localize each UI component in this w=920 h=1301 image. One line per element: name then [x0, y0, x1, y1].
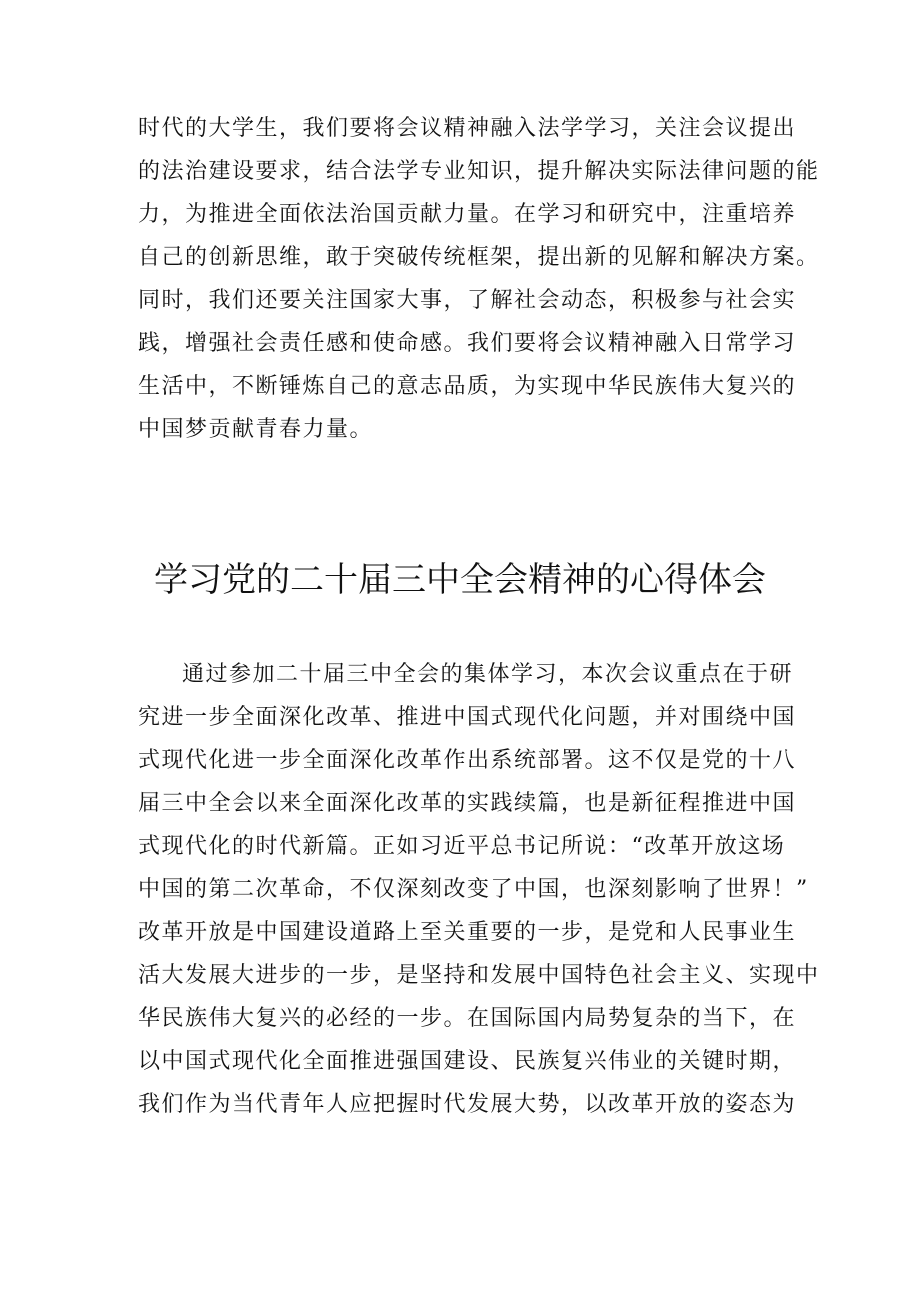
paragraph-line: 同时，我们还要关注国家大事，了解社会动态，积极参与社会实 [138, 288, 797, 313]
paragraph-line: 式现代化的时代新篇。正如习近平总书记所说：“改革开放这场 [138, 834, 786, 859]
paragraph-line: 生活中，不断锤炼自己的意志品质，为实现中华民族伟大复兴的 [138, 374, 797, 399]
section-title: 学习党的二十届三中全会精神的心得体会 [154, 560, 766, 600]
paragraph-line: 时代的大学生，我们要将会议精神融入法学学习，关注会议提出 [138, 116, 797, 141]
paragraph-line: 我们作为当代青年人应把握时代发展大势，以改革开放的姿态为 [138, 1092, 797, 1117]
paragraph-line: 的法治建设要求，结合法学专业知识，提升解决实际法律问题的能 [138, 159, 820, 184]
paragraph-line: 究进一步全面深化改革、推进中国式现代化问题，并对围绕中国 [138, 705, 797, 730]
paragraph-line: 改革开放是中国建设道路上至关重要的一步，是党和人民事业生 [138, 920, 797, 945]
paragraph-line: 届三中全会以来全面深化改革的实践续篇，也是新征程推进中国 [138, 791, 797, 816]
paragraph-line: 活大发展大进步的一步，是坚持和发展中国特色社会主义、实现中 [138, 963, 820, 988]
paragraph-line: 通过参加二十届三中全会的集体学习，本次会议重点在于研 [182, 662, 794, 687]
paragraph-line: 以中国式现代化全面推进强国建设、民族复兴伟业的关键时期， [138, 1049, 797, 1074]
paragraph-line: 践，增强社会责任感和使命感。我们要将会议精神融入日常学习 [138, 331, 797, 356]
paragraph-line: 中国梦贡献青春力量。 [138, 417, 374, 442]
paragraph-line: 式现代化进一步全面深化改革作出系统部署。这不仅是党的十八 [138, 748, 797, 773]
paragraph-line: 华民族伟大复兴的必经的一步。在国际国内局势复杂的当下，在 [138, 1006, 797, 1031]
paragraph-line: 力，为推进全面依法治国贡献力量。在学习和研究中，注重培养 [138, 202, 797, 227]
paragraph-line: 自己的创新思维，敢于突破传统框架，提出新的见解和解决方案。 [138, 245, 820, 270]
paragraph-line: 中国的第二次革命，不仅深刻改变了中国，也深刻影响了世界！” [138, 877, 809, 902]
